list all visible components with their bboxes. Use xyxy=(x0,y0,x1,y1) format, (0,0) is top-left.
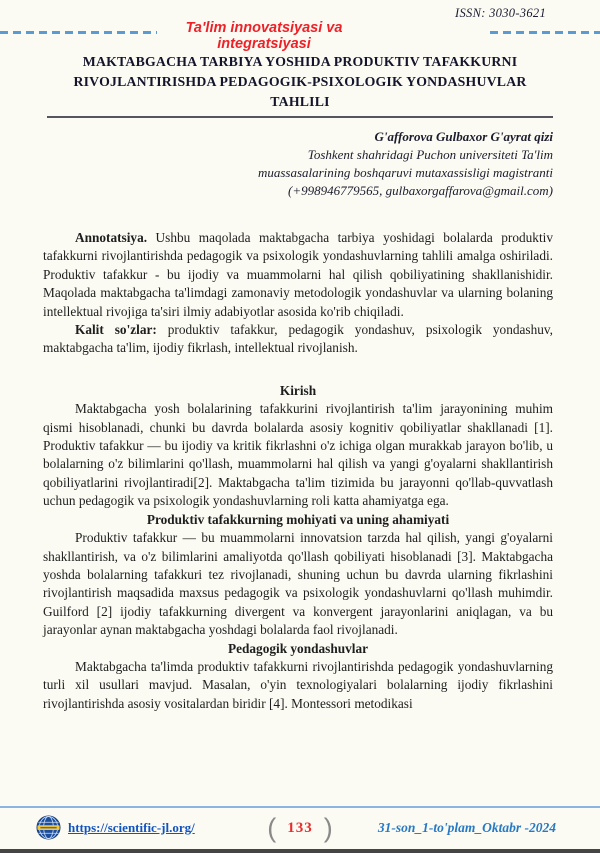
footer-link[interactable]: https://scientific-jl.org/ xyxy=(68,819,195,835)
article-title-line: TAHLILI xyxy=(270,94,330,109)
abstract-paragraph xyxy=(43,229,553,321)
footer-divider xyxy=(0,806,600,808)
article-title xyxy=(0,52,600,112)
author-affiliation-line: Toshkent shahridagi Puchon universiteti Ta'lim xyxy=(307,147,553,162)
section-heading-mohiyati: Produktiv tafakkurning mohiyati va uning ahamiyati xyxy=(146,511,450,527)
journal-title: Ta'lim innovatsiyasi va integratsiyasi xyxy=(185,20,343,52)
section-paragraph: Maktabgacha yosh bolalarining tafakkurini rivojlantirish ta'lim jarayonining muhim qismi hisoblanadi, chunki bu davrda bolalarda asosiy kognitiv qobiliyatlar shakllanadi [1]. Produktiv tafakkur — bu ijodiy va kritik fikrlashni o'z ichiga olgan murakkab jarayon bo'lib, u bolalarning o'z bilimlarini qo'llash, muammolarni hal qilish va yangi g'oyalarni shakllantirish qobiliyatlarini rivojlantiradi[2]. Maktabgacha ta'lim tizimida bu jarayonni qo'llab-quvvatlash uchun pedagogik va psixologik yondashuvlarning roli katta ahamiyatga ega. xyxy=(43,401,553,509)
title-divider xyxy=(47,116,553,118)
header-divider-right xyxy=(490,31,600,34)
author-block xyxy=(0,128,600,200)
section-paragraph: Produktiv tafakkur — bu muammolarni innovatsion tarzda hal qilish, yangi g'oyalarni shakllantirish, va o'z bilimlarini amaliyotda qo'llash qobiliyati hisoblanadi [3]. Maktabgacha yoshda bolalarning tafakkuri tez rivojlanadi, shuning uchun bu davrda ularning fikrlashini rivojlantirish maqsadida maxsus pedagogik va psixologik yondashuvlarni qo'llash muhimdir. Guilford [2] ijodiy tafakkurning divergent va konvergent jarayonlarini aniqlagan, va bu jarayonlar aynan maktabgacha yoshdagi bolalarda faol rivojlanadi. xyxy=(43,530,553,638)
footer-link-group xyxy=(36,815,195,840)
keywords-text: produktiv tafakkur, pedagogik yondashuv, psixologik yondashuv, maktabgacha ta'lim, ijodiy fikrlash, intellektual rivojlanish. xyxy=(43,322,553,356)
keywords-label: Kalit so'zlar: xyxy=(75,322,157,338)
issn-label: ISSN: 3030-3621 xyxy=(455,6,546,20)
keywords-paragraph xyxy=(43,321,553,358)
page-footer xyxy=(0,812,600,848)
text-column xyxy=(0,229,600,713)
abstract-text: Ushbu maqolada maktabgacha tarbiya yoshidagi bolalarda produktiv tafakkurni rivojlantirishda pedagogik va psixologik yondashuvlarning tahlili amalga oshiriladi. Produktiv tafakkur - bu ijodiy va muammolarni hal qilish qobiliyatining shakllanishidir. Maqolada maktabgacha ta'limdagi zamonaviy metodologik yondashuvlar va ularning bolaning intellektual rivojiga ta'siri ilmiy adabiyotlar asosida ko'rib chiqiladi. xyxy=(43,230,553,319)
globe-icon xyxy=(36,815,61,840)
author-name: G'afforova Gulbaxor G'ayrat qizi xyxy=(374,129,553,144)
section-paragraph: Maktabgacha ta'limda produktiv tafakkurni rivojlantirishda pedagogik yondashuvlarning turli xil usullari mavjud. Masalan, o'yin texnologiyalari bolalarning ijodiy fikrlashini rivojlantirishda asosiy vositalardan biridir [4]. Montessori metodikasi xyxy=(43,658,553,711)
page-number-bracket-left: ( xyxy=(267,813,277,843)
article-title-line: RIVOJLANTIRISHDA PEDAGOGIK-PSIXOLOGIK YONDASHUVLAR xyxy=(73,74,527,89)
header-divider-left xyxy=(0,31,157,34)
page-number-group xyxy=(267,812,333,844)
page-number-bracket-right: ) xyxy=(323,813,333,843)
author-affiliation-line: muassasalarining boshqaruvi mutaxassisligi magistranti xyxy=(257,165,553,180)
section-heading-pedagogik: Pedagogik yondashuvlar xyxy=(227,640,369,656)
section-heading-kirish: Kirish xyxy=(279,382,317,398)
page-bottom-edge xyxy=(0,849,600,853)
abstract-label: Annotatsiya. xyxy=(75,230,148,245)
author-affiliation-line: (+998946779565, gulbaxorgaffarova@gmail.com) xyxy=(288,183,553,198)
page-number: 133 xyxy=(287,819,313,836)
article-title-line: MAKTABGACHA TARBIYA YOSHIDA PRODUKTIV TAFAKKURNI xyxy=(82,54,518,69)
footer-issue-label: 31-son_1-to'plam_Oktabr -2024 xyxy=(377,820,556,835)
